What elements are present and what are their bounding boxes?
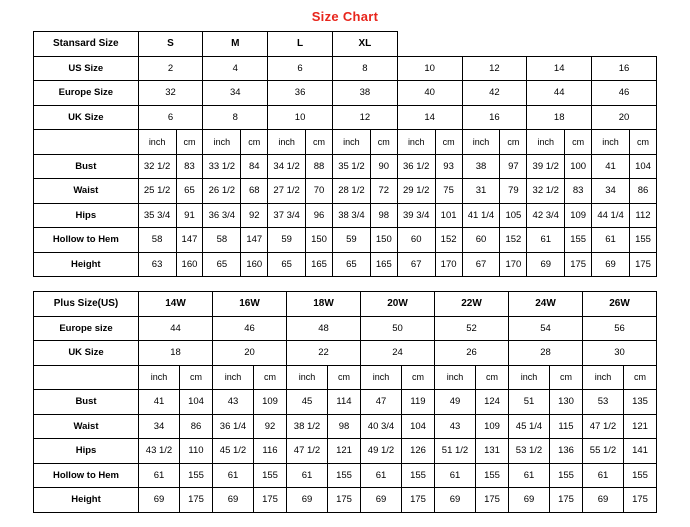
table-row [34,341,657,366]
table-cell: 90 [370,154,397,179]
table-cell: 104 [402,414,435,439]
table-cell: 61 [139,463,180,488]
unit-cell: inch [397,130,435,155]
table-cell: 2 [138,56,203,81]
table-cell: 47 [361,390,402,415]
table-cell: 175 [254,488,287,513]
table-cell: 60 [397,228,435,253]
size-type-header: Stansard Size [34,32,139,57]
table-cell: 58 [203,228,241,253]
table-cell: 119 [402,390,435,415]
table-cell: 75 [435,179,462,204]
table-cell: 97 [500,154,527,179]
table-cell: 33 1/2 [203,154,241,179]
unit-cell: cm [476,365,509,390]
unit-cell: inch [462,130,500,155]
size-type-header: Plus Size(US) [34,292,139,317]
table-cell: 41 [592,154,630,179]
table-cell: 83 [176,154,203,179]
row-label: Bust [34,154,139,179]
table-cell: 135 [624,390,657,415]
table-cell: 53 1/2 [509,439,550,464]
table-cell: 37 3/4 [268,203,306,228]
table-row [34,154,657,179]
row-label: Hollow to Hem [34,463,139,488]
table-cell: 155 [550,463,583,488]
size-group-header: 14W [139,292,213,317]
table-cell: 136 [550,439,583,464]
table-cell: 116 [254,439,287,464]
table-row [34,228,657,253]
row-label: US Size [34,56,139,81]
table-cell: 44 [527,81,592,106]
table-cell: 59 [268,228,306,253]
table-cell: 10 [268,105,333,130]
table-cell: 63 [138,252,176,277]
table-cell: 61 [592,228,630,253]
table-cell: 67 [462,252,500,277]
row-label: Europe size [34,316,139,341]
size-group-header: 22W [435,292,509,317]
table-cell: 155 [629,228,656,253]
unit-cell: inch [527,130,565,155]
table-cell: 41 1/4 [462,203,500,228]
table-cell: 45 1/2 [213,439,254,464]
table-cell: 152 [500,228,527,253]
table-cell: 41 [139,390,180,415]
table-cell: 86 [180,414,213,439]
unit-cell: cm [328,365,361,390]
table-cell: 36 3/4 [203,203,241,228]
unit-cell: inch [592,130,630,155]
table-cell: 38 [332,81,397,106]
table-cell: 44 1/4 [592,203,630,228]
table-cell: 39 1/2 [527,154,565,179]
table-cell: 31 [462,179,500,204]
table-cell: 48 [287,316,361,341]
unit-cell: cm [306,130,333,155]
table-cell: 51 1/2 [435,439,476,464]
unit-cell: cm [241,130,268,155]
table-cell: 152 [435,228,462,253]
table-cell: 53 [583,390,624,415]
table-cell: 38 [462,154,500,179]
table-cell: 8 [332,56,397,81]
table-cell: 83 [565,179,592,204]
table-cell: 65 [332,252,370,277]
row-label: Height [34,252,139,277]
table-row [34,316,657,341]
unit-row-blank [34,365,139,390]
table-cell: 110 [180,439,213,464]
table-cell: 27 1/2 [268,179,306,204]
table-cell: 47 1/2 [287,439,328,464]
table-cell: 155 [402,463,435,488]
unit-cell: cm [624,365,657,390]
table-cell: 96 [306,203,333,228]
table-cell: 40 [397,81,462,106]
unit-cell: inch [138,130,176,155]
size-group-header: L [268,32,333,57]
unit-cell: cm [500,130,527,155]
table-cell: 61 [213,463,254,488]
table-cell: 175 [629,252,656,277]
table-cell: 36 1/2 [397,154,435,179]
table-cell: 141 [624,439,657,464]
unit-row-blank [34,130,139,155]
table-cell: 38 3/4 [332,203,370,228]
table-cell: 165 [306,252,333,277]
table-row [34,252,657,277]
table-cell: 34 1/2 [268,154,306,179]
table-cell: 170 [435,252,462,277]
row-label: Waist [34,179,139,204]
table-cell: 12 [332,105,397,130]
table-cell: 115 [550,414,583,439]
page-title: Size Chart [311,9,379,24]
table-row [34,390,657,415]
unit-row [34,130,657,155]
table-cell: 65 [176,179,203,204]
table-cell: 69 [361,488,402,513]
unit-cell: cm [550,365,583,390]
size-group-header: 18W [287,292,361,317]
unit-cell: cm [565,130,592,155]
table-cell: 6 [268,56,333,81]
table-cell: 45 [287,390,328,415]
table-cell: 104 [180,390,213,415]
size-group-header: S [138,32,203,57]
table-cell: 124 [476,390,509,415]
table-cell: 54 [509,316,583,341]
table-cell: 109 [254,390,287,415]
table-cell: 39 3/4 [397,203,435,228]
table-cell: 130 [550,390,583,415]
table-cell: 92 [241,203,268,228]
table-cell: 65 [203,252,241,277]
table-cell: 69 [287,488,328,513]
table-cell: 10 [397,56,462,81]
unit-cell: inch [583,365,624,390]
table-cell: 69 [213,488,254,513]
table-cell: 155 [328,463,361,488]
row-label: Hips [34,203,139,228]
unit-cell: cm [435,130,462,155]
table-cell: 109 [476,414,509,439]
size-group-header: 24W [509,292,583,317]
size-group-header: 16W [213,292,287,317]
table-cell: 51 [509,390,550,415]
table-cell: 100 [565,154,592,179]
table-cell: 160 [176,252,203,277]
table-row [34,439,657,464]
table-cell: 155 [180,463,213,488]
size-group-header: 20W [361,292,435,317]
table-cell: 26 1/2 [203,179,241,204]
table-cell: 12 [462,56,527,81]
unit-cell: cm [402,365,435,390]
table-cell: 14 [527,56,592,81]
table-cell: 60 [462,228,500,253]
table-cell: 155 [476,463,509,488]
table-cell: 121 [624,414,657,439]
table-cell: 155 [624,463,657,488]
unit-cell: cm [176,130,203,155]
table-cell: 65 [268,252,306,277]
row-label: Europe Size [34,81,139,106]
unit-cell: inch [287,365,328,390]
table-cell: 86 [629,179,656,204]
table-cell: 46 [592,81,657,106]
row-label: Bust [34,390,139,415]
table-cell: 68 [241,179,268,204]
unit-cell: cm [370,130,397,155]
standard-size-table [33,31,657,277]
table-cell: 36 [268,81,333,106]
table-cell: 59 [332,228,370,253]
size-group-header: M [203,32,268,57]
table-cell: 91 [176,203,203,228]
table-cell: 42 [462,81,527,106]
table-cell: 46 [213,316,287,341]
table-cell: 30 [583,341,657,366]
standard-size-table-wrap [0,31,690,277]
table-cell: 47 1/2 [583,414,624,439]
table-cell: 69 [583,488,624,513]
table-cell: 32 1/2 [138,154,176,179]
row-label: Hollow to Hem [34,228,139,253]
table-cell: 42 3/4 [527,203,565,228]
table-cell: 4 [203,56,268,81]
table-cell: 44 [139,316,213,341]
table-cell: 105 [500,203,527,228]
table-cell: 88 [306,154,333,179]
table-cell: 34 [139,414,180,439]
unit-cell: inch [139,365,180,390]
unit-cell: cm [180,365,213,390]
table-cell: 175 [180,488,213,513]
table-cell: 38 1/2 [287,414,328,439]
table-cell: 61 [509,463,550,488]
table-cell: 61 [527,228,565,253]
table-cell: 55 1/2 [583,439,624,464]
row-label: UK Size [34,341,139,366]
table-cell: 16 [462,105,527,130]
unit-cell: inch [361,365,402,390]
table-cell: 69 [509,488,550,513]
table-cell: 34 [592,179,630,204]
table-cell: 40 3/4 [361,414,402,439]
unit-row [34,365,657,390]
table-row [34,81,657,106]
table-cell: 79 [500,179,527,204]
table-cell: 175 [476,488,509,513]
table-cell: 69 [139,488,180,513]
table-cell: 147 [241,228,268,253]
table-cell: 150 [306,228,333,253]
row-label: Hips [34,439,139,464]
table-cell: 22 [287,341,361,366]
table-cell: 56 [583,316,657,341]
table-cell: 43 [213,390,254,415]
table-cell: 18 [139,341,213,366]
table-cell: 101 [435,203,462,228]
table-cell: 84 [241,154,268,179]
table-cell: 49 [435,390,476,415]
table-cell: 25 1/2 [138,179,176,204]
table-cell: 52 [435,316,509,341]
table-cell: 150 [370,228,397,253]
table-cell: 45 1/4 [509,414,550,439]
table-row [34,488,657,513]
table-cell: 67 [397,252,435,277]
table-cell: 147 [176,228,203,253]
table-cell: 109 [565,203,592,228]
unit-cell: inch [509,365,550,390]
unit-cell: cm [254,365,287,390]
table-cell: 155 [565,228,592,253]
size-group-header: 26W [583,292,657,317]
table-cell: 32 1/2 [527,179,565,204]
unit-cell: inch [435,365,476,390]
table-row [34,414,657,439]
table-cell: 20 [213,341,287,366]
row-label: Waist [34,414,139,439]
table-cell: 26 [435,341,509,366]
table-row [34,203,657,228]
unit-cell: cm [629,130,656,155]
table-cell: 34 [203,81,268,106]
table-row [34,179,657,204]
table-cell: 14 [397,105,462,130]
table-cell: 29 1/2 [397,179,435,204]
table-cell: 175 [328,488,361,513]
table-spacer [0,277,690,291]
plus-size-table [33,291,657,513]
table-row [34,56,657,81]
table-cell: 175 [624,488,657,513]
table-header-row [34,32,657,57]
table-cell: 69 [435,488,476,513]
table-cell: 175 [402,488,435,513]
table-cell: 175 [565,252,592,277]
table-cell: 24 [361,341,435,366]
table-cell: 112 [629,203,656,228]
table-cell: 98 [370,203,397,228]
unit-cell: inch [213,365,254,390]
table-cell: 61 [583,463,624,488]
table-header-row [34,292,657,317]
table-cell: 35 3/4 [138,203,176,228]
table-cell: 18 [527,105,592,130]
table-cell: 61 [361,463,402,488]
table-cell: 69 [592,252,630,277]
table-cell: 92 [254,414,287,439]
table-cell: 36 1/4 [213,414,254,439]
table-cell: 126 [402,439,435,464]
table-cell: 93 [435,154,462,179]
table-cell: 8 [203,105,268,130]
plus-size-table-wrap [0,291,690,513]
table-cell: 28 1/2 [332,179,370,204]
table-cell: 160 [241,252,268,277]
table-cell: 61 [287,463,328,488]
table-cell: 72 [370,179,397,204]
table-row [34,463,657,488]
table-row [34,105,657,130]
table-cell: 155 [254,463,287,488]
table-cell: 165 [370,252,397,277]
table-cell: 43 1/2 [139,439,180,464]
table-cell: 43 [435,414,476,439]
table-cell: 121 [328,439,361,464]
table-cell: 114 [328,390,361,415]
table-cell: 16 [592,56,657,81]
unit-cell: inch [332,130,370,155]
table-cell: 58 [138,228,176,253]
table-cell: 69 [527,252,565,277]
table-cell: 32 [138,81,203,106]
row-label: UK Size [34,105,139,130]
size-group-header: XL [332,32,397,57]
row-label: Height [34,488,139,513]
table-cell: 49 1/2 [361,439,402,464]
table-cell: 20 [592,105,657,130]
table-cell: 104 [629,154,656,179]
table-cell: 28 [509,341,583,366]
table-cell: 175 [550,488,583,513]
unit-cell: inch [268,130,306,155]
table-cell: 61 [435,463,476,488]
table-cell: 6 [138,105,203,130]
unit-cell: inch [203,130,241,155]
table-cell: 35 1/2 [332,154,370,179]
table-cell: 70 [306,179,333,204]
table-cell: 131 [476,439,509,464]
table-cell: 170 [500,252,527,277]
table-cell: 50 [361,316,435,341]
table-cell: 98 [328,414,361,439]
